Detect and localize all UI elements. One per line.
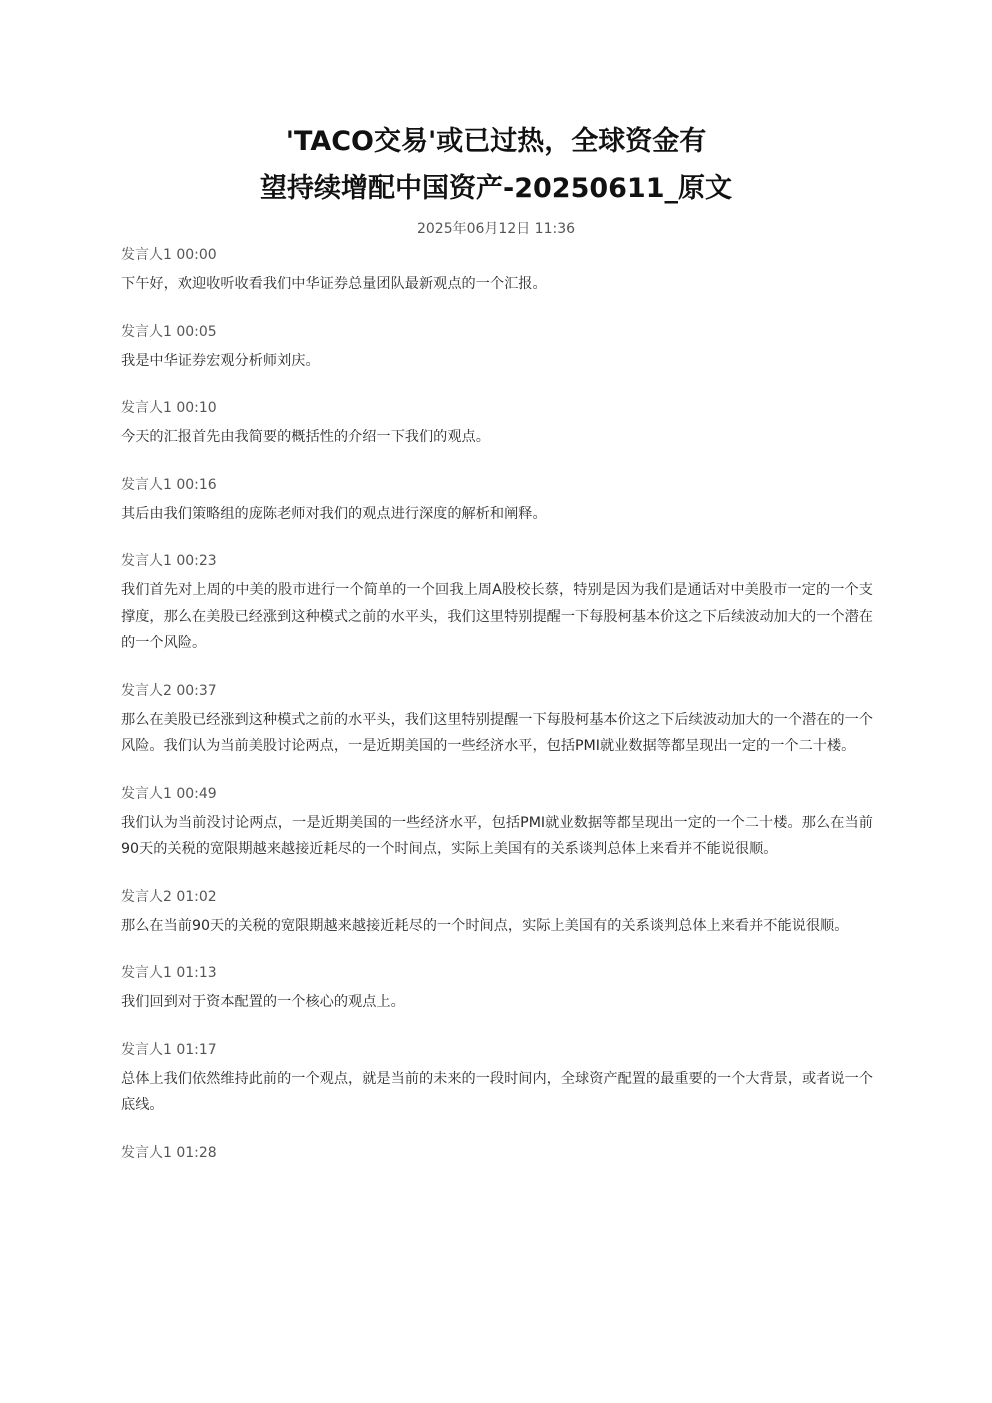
transcript-entry [121, 551, 873, 657]
speaker-timestamp: 发言人2 00:37 [121, 682, 217, 699]
transcript-entry [121, 784, 873, 863]
utterance-text: 其后由我们策略组的庞陈老师对我们的观点进行深度的解析和阐释。 [121, 505, 547, 522]
speaker-timestamp: 发言人1 01:17 [121, 1041, 217, 1058]
speaker-timestamp: 发言人1 01:13 [121, 965, 217, 981]
speaker-timestamp: 发言人1 00:05 [121, 323, 217, 340]
utterance-text: 我们认为当前没讨论两点，一是近期美国的一些经济水平，包括PMI就业数据等都呈现出一定的一个二十楼。那么在当前90天的关税的宽限期越来越接近耗尽的一个时间点，实际上美国有的关系谈判总体上来看并不能说很顺。 [121, 814, 873, 857]
document-date: 2025年06月12日 11:36 [416, 221, 576, 237]
utterance-text: 那么在当前90天的关税的宽限期越来越接近耗尽的一个时间点，实际上美国有的关系谈判总体上来看并不能说很顺。 [121, 917, 849, 934]
title-line-2: 望持续增配中国资产-20250611_原文 [260, 173, 732, 204]
transcript-entry [121, 681, 873, 760]
utterance-text: 我们首先对上周的中美的股市进行一个简单的一个回我上周A股校长蔡，特别是因为我们是通话对中美股市一定的一个支撑度，那么在美股已经涨到这种模式之前的水平头，我们这里特别提醒一下每股柯基本价这之下后续波动加大的一个潜在的一个风险。 [121, 582, 873, 651]
utterance-text: 今天的汇报首先由我简要的概括性的介绍一下我们的观点。 [121, 429, 490, 445]
transcript-entry [121, 322, 873, 375]
speaker-timestamp: 发言人1 00:23 [121, 553, 217, 569]
speaker-timestamp: 发言人1 00:00 [121, 247, 217, 263]
transcript-entry [121, 245, 873, 298]
utterance-text: 那么在美股已经涨到这种模式之前的水平头，我们这里特别提醒一下每股柯基本价这之下后续波动加大的一个潜在的一个风险。我们认为当前美股讨论两点，一是近期美国的一些经济水平，包括PMI就业数据等都呈现出一定的一个二十楼。 [121, 711, 873, 754]
speaker-timestamp: 发言人1 00:10 [121, 400, 217, 416]
transcript-entry [121, 1040, 873, 1119]
transcript-entry [121, 398, 873, 451]
transcript-entry [121, 1143, 873, 1163]
utterance-text: 下午好，欢迎收听收看我们中华证券总量团队最新观点的一个汇报。 [121, 276, 547, 292]
document-title [150, 118, 842, 212]
utterance-text: 我们回到对于资本配置的一个核心的观点上。 [121, 994, 405, 1010]
transcript [121, 245, 873, 1187]
transcript-entry [121, 887, 873, 940]
utterance-text: 我是中华证券宏观分析师刘庆。 [121, 352, 320, 369]
speaker-timestamp: 发言人2 01:02 [121, 888, 217, 905]
utterance-text: 总体上我们依然维持此前的一个观点，就是当前的未来的一段时间内，全球资产配置的最重要的一个大背景，或者说一个底线。 [121, 1070, 873, 1113]
transcript-entry [121, 475, 873, 528]
speaker-timestamp: 发言人1 00:49 [121, 785, 217, 802]
title-line-1: 'TACO交易'或已过热，全球资金有 [285, 126, 707, 157]
transcript-entry [121, 963, 873, 1016]
speaker-timestamp: 发言人1 00:16 [121, 476, 217, 493]
speaker-timestamp: 发言人1 01:28 [121, 1144, 217, 1161]
